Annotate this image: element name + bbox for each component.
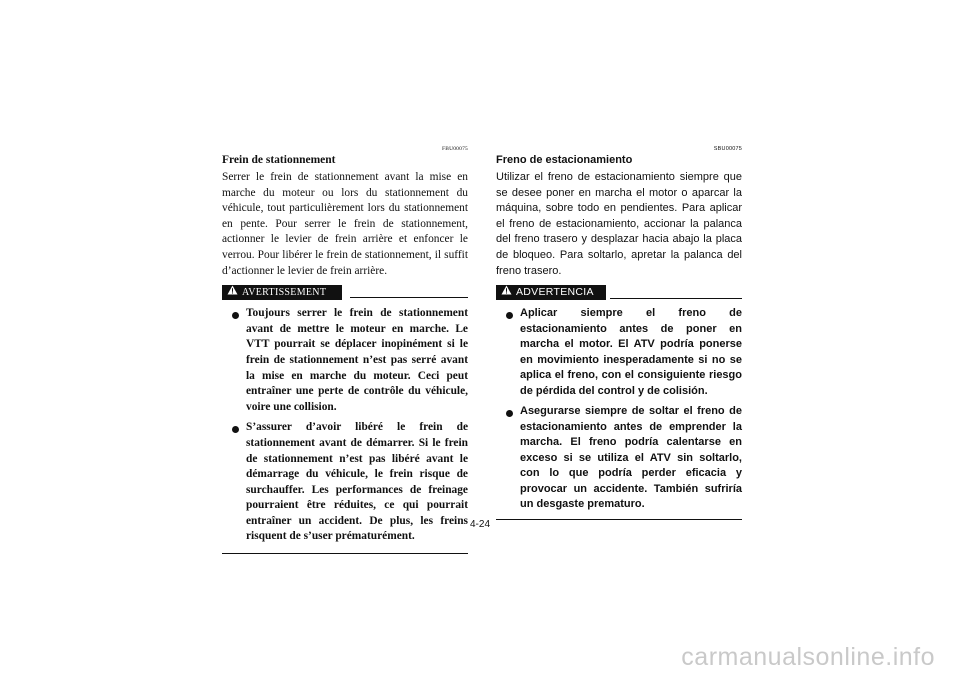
- warning-triangle-icon: [227, 285, 238, 300]
- warning-header: [496, 283, 742, 303]
- warning-triangle-icon: [501, 285, 512, 300]
- warning-label: AVERTISSEMENT: [222, 285, 342, 300]
- warning-list: [496, 306, 742, 513]
- french-column: [222, 145, 468, 554]
- warning-end-rule: [222, 553, 468, 554]
- warning-rule: [350, 297, 468, 298]
- bullet-icon: [232, 426, 239, 433]
- bullet-icon: [506, 312, 513, 319]
- warning-item: Toujours serrer le frein de stationnement avant de mettre le moteur en marche. Le VTT pourrait se déplacer inopinément si le frein de stationnement n’est pas serré avant la mise en marche du moteur. Ceci peut entraîner une perte de contrôle du véhicule, voire une collision.: [222, 306, 468, 415]
- section-paragraph: Serrer le frein de stationnement avant la mise en marche du moteur ou lors du stationnement du véhicule, tout particulièrement lors du stationnement en pente. Pour serrer le frein de stationnement, actionner le levier de frein arrière et enfoncer le verrou. Pour libérer le frein de stationnement, il suffit d’actionner le levier de frein arrière.: [222, 171, 468, 277]
- section-title: Frein de stationnement: [222, 154, 336, 166]
- warning-list: [222, 306, 468, 545]
- bullet-icon: [506, 410, 513, 417]
- warning-rule: [610, 298, 742, 299]
- section-title: Freno de estacionamiento: [496, 154, 633, 166]
- watermark: carmanualsonline.info: [681, 643, 935, 671]
- warning-label: ADVERTENCIA: [496, 285, 606, 300]
- page-number: 4-24: [469, 519, 490, 530]
- section-paragraph: Utilizar el freno de estacionamiento siempre que se desee poner en marcha el motor o aparcar la máquina, sobre todo en pendientes. Para aplicar el freno de estacionamiento, accionar la palanca del freno trasero y desplazar hacia abajo la placa de bloqueo. Para soltarlo, apretar la palanca del freno trasero.: [496, 171, 742, 277]
- warning-item: S’assurer d’avoir libéré le frein de stationnement avant de démarrer. Si le frein de stationnement n’est pas libéré avant le démarrage du véhicule, le frein risque de surchauffer. Les performances de freinage pourraient être réduites, ce qui pourrait entraîner un accident. De plus, les freins risquent de s’user prématurément.: [222, 420, 468, 545]
- section-code: FBU00075: [441, 146, 468, 152]
- warning-item: Asegurarse siempre de soltar el freno de estacionamiento antes de emprender la marcha. El freno podría calentarse en exceso si se utiliza el ATV sin soltarlo, con lo que podría perder eficacia y provocar un accidente. También sufriría un desgaste prematuro.: [496, 404, 742, 513]
- warning-item: Aplicar siempre el freno de estacionamiento antes de poner en marcha el motor. El ATV podría ponerse en movimiento inesperadamente si no se aplica el freno, con el consiguiente riesgo de pérdida del control y de colisión.: [496, 306, 742, 399]
- spanish-column: [496, 145, 742, 520]
- warning-header: [222, 283, 468, 303]
- bullet-icon: [232, 312, 239, 319]
- section-code: SBU00075: [713, 146, 742, 152]
